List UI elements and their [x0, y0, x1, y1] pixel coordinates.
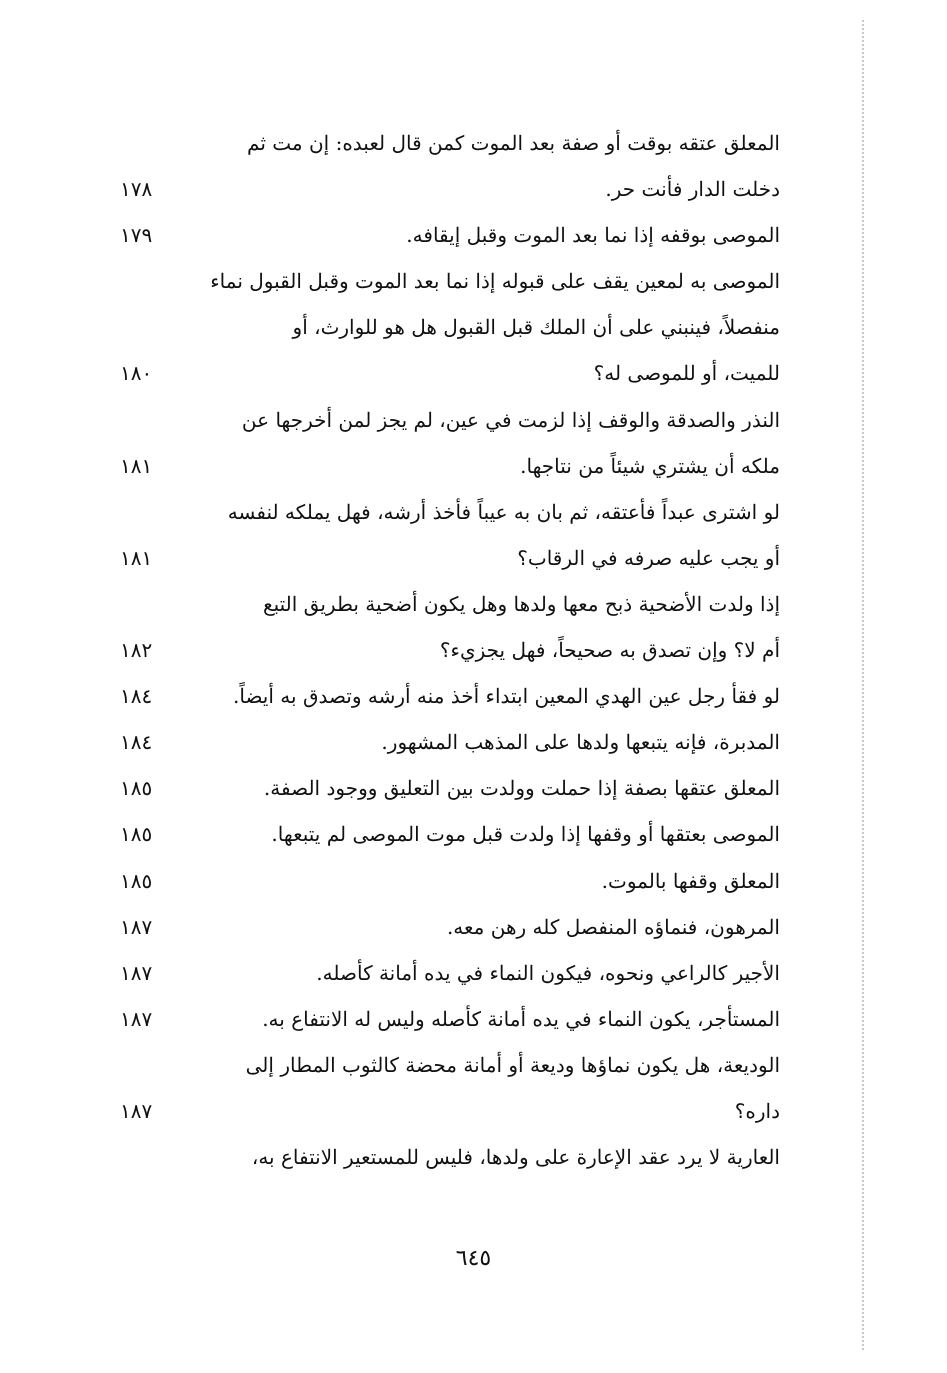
- entry-text: المستأجر، يكون النماء في يده أمانة كأصله وليس له الانتفاع به.: [262, 1006, 780, 1031]
- entry-line: [120, 811, 780, 857]
- page-reference: ١٨٧: [120, 960, 153, 985]
- page-reference: ١٧٩: [120, 223, 153, 248]
- page-reference: ١٨٤: [120, 730, 153, 755]
- entry-text: الموصى بوقفه إذا نما بعد الموت وقبل إيقافه.: [406, 223, 780, 248]
- entry-text: ملكه أن يشتري شيئاً من نتاجها.: [520, 453, 780, 478]
- entry-text: المعلق وقفها بالموت.: [601, 868, 780, 893]
- index-entry: [120, 489, 780, 581]
- page-number: ٦٤٥: [455, 1246, 492, 1271]
- entry-text: العارية لا يرد عقد الإعارة على ولدها، فليس للمستعير الانتفاع به،: [251, 1145, 780, 1170]
- page-reference: ١٨٥: [120, 822, 153, 847]
- entry-line: [120, 304, 780, 350]
- page-reference: ١٧٨: [120, 177, 153, 202]
- entry-text: المعلق عتقها بصفة إذا حملت وولدت بين التعليق ووجود الصفة.: [263, 776, 780, 801]
- entry-line: [120, 627, 780, 673]
- entry-text: لو اشترى عبداً فأعتقه، ثم بان به عيباً فأخذ أرشه، فهل يملكه لنفسه: [227, 499, 780, 524]
- page-reference: ١٨٧: [120, 914, 153, 939]
- index-entry: [120, 258, 780, 396]
- entry-line: [120, 719, 780, 765]
- entry-text: الأجير كالراعي ونحوه، فيكون النماء في يده أمانة كأصله.: [316, 960, 780, 985]
- index-entry: [120, 581, 780, 673]
- page-reference: ١٨٧: [120, 1006, 153, 1031]
- entry-line: [120, 166, 780, 212]
- index-entry: [120, 673, 780, 719]
- page-reference: ١٨٠: [120, 361, 153, 386]
- entry-text: المعلق عتقه بوقت أو صفة بعد الموت كمن قال لعبده: إن مت ثم: [247, 131, 780, 155]
- entry-line: [120, 1088, 780, 1134]
- index-entry: [120, 996, 780, 1042]
- entry-text: المدبرة، فإنه يتبعها ولدها على المذهب المشهور.: [381, 730, 780, 755]
- entry-text: الموصى بعتقها أو وقفها إذا ولدت قبل موت الموصى لم يتبعها.: [271, 822, 780, 847]
- index-entry: [120, 212, 780, 258]
- entry-line: [120, 673, 780, 719]
- entry-text: المرهون، فنماؤه المنفصل كله رهن معه.: [446, 914, 780, 939]
- page-reference: ١٨٧: [120, 1098, 153, 1123]
- page-reference: ١٨٥: [120, 776, 153, 801]
- entry-text: منفصلاً، فينبني على أن الملك قبل القبول هل هو للوارث، أو: [292, 315, 780, 340]
- entry-text: لو فقأ رجل عين الهدي المعين ابتداء أخذ منه أرشه وتصدق به أيضاً.: [233, 684, 780, 709]
- index-entry: [120, 397, 780, 489]
- entry-line: [120, 1042, 780, 1088]
- page-reference: ١٨٥: [120, 868, 153, 893]
- margin-dotted-line: [862, 20, 864, 1350]
- entry-line: [120, 904, 780, 950]
- entry-text: الوديعة، هل يكون نماؤها وديعة أو أمانة محضة كالثوب المطار إلى: [245, 1052, 780, 1077]
- entry-line: [120, 858, 780, 904]
- entry-line: [120, 258, 780, 304]
- entry-text: أو يجب عليه صرفه في الرقاب؟: [517, 545, 780, 570]
- index-entry: [120, 950, 780, 996]
- index-entry: [120, 719, 780, 765]
- entry-text: للميت، أو للموصى له؟: [593, 361, 780, 386]
- entry-line: [120, 350, 780, 396]
- entry-line: [120, 212, 780, 258]
- index-entry: [120, 765, 780, 811]
- entry-text: داره؟: [734, 1098, 780, 1123]
- entry-line: [120, 120, 780, 166]
- entry-line: [120, 996, 780, 1042]
- index-entry: [120, 1042, 780, 1134]
- entry-text: الموصى به لمعين يقف على قبوله إذا نما بعد الموت وقبل القبول نماء: [210, 269, 780, 294]
- entry-line: [120, 397, 780, 443]
- entry-line: [120, 1134, 780, 1180]
- index-entry: [120, 904, 780, 950]
- page-reference: ١٨٤: [120, 684, 153, 709]
- index-entry: [120, 1134, 780, 1180]
- entry-line: [120, 535, 780, 581]
- entry-line: [120, 443, 780, 489]
- page-reference: ١٨١: [120, 453, 153, 478]
- entry-line: [120, 950, 780, 996]
- entry-text: إذا ولدت الأضحية ذبح معها ولدها وهل يكون أضحية بطريق التبع: [262, 591, 780, 616]
- page-reference: ١٨١: [120, 545, 153, 570]
- entry-text: أم لا؟ وإن تصدق به صحيحاً، فهل يجزيء؟: [439, 638, 780, 663]
- entry-text: دخلت الدار فأنت حر.: [605, 177, 780, 202]
- entry-line: [120, 489, 780, 535]
- index-list: [120, 120, 780, 1180]
- index-entry: [120, 858, 780, 904]
- index-entry: [120, 120, 780, 212]
- entry-line: [120, 581, 780, 627]
- entry-line: [120, 765, 780, 811]
- index-entry: [120, 811, 780, 857]
- entry-text: النذر والصدقة والوقف إذا لزمت في عين، لم يجز لمن أخرجها عن: [241, 407, 780, 432]
- page-reference: ١٨٢: [120, 638, 153, 663]
